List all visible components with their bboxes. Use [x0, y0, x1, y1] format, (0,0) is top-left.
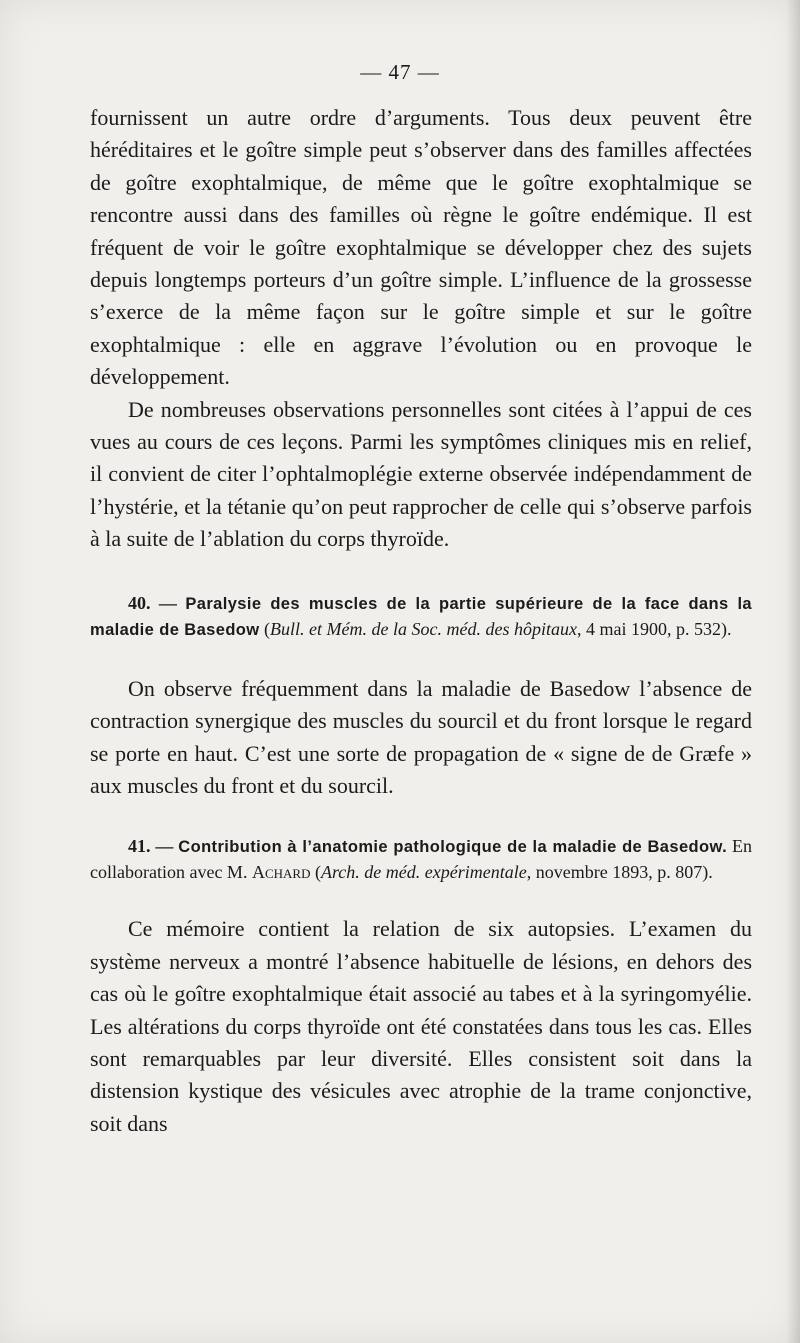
- entry-41-reference-details: , novembre 1893, p. 807).: [526, 862, 713, 883]
- entry-40-reference: Bull. et Mém. de la Soc. méd. des hôpitaux: [270, 618, 577, 639]
- page-edge-shadow: [786, 0, 800, 1343]
- entry-40-reference-details: , 4 mai 1900, p. 532).: [576, 618, 732, 639]
- bibliography-entry-40: [90, 591, 752, 643]
- entry-41-collaboration: En collaboration avec M.: [90, 836, 752, 883]
- bibliography-entry-41: [90, 834, 752, 885]
- entry-40-title: Paralysie des muscles de la partie supérieure de la face dans la maladie de Basedow: [90, 594, 753, 639]
- paragraph-entry-40-summary: On observe fréquemment dans la maladie de Basedow l’absence de contraction synergique des muscles du sourcil et du front lorsque le regard se porte en haut. C’est une sorte de propagation de « signe de de Græfe » aux muscles du front et du sourcil.: [90, 675, 752, 798]
- paragraph-observations: De nombreuses observations personnelles sont citées à l’appui de ces vues au cours de ces leçons. Parmi les symptômes cliniques mis en relief, il convient de citer l’ophtalmoplégie externe observée indépendamment de l’hystérie, et la tétanie qu’on peut rapprocher de celle qui s’observe parfois à la suite de l’ablation du corps thyroïde.: [90, 396, 752, 552]
- paragraph-entry-41-summary: Ce mémoire contient la relation de six autopsies. L’examen du système nerveux a montré l’absence habituelle de lésions, en dehors des cas où le goître exophtalmique était associé au tabes et à la syringomyélie. Les altérations du corps thyroïde ont été constatées dans tous les cas. Elles sont remarquables par leur diversité. Elles consistent soit dans la distension kystique des vésicules avec atrophie de la trame conjonctive, soit dans: [90, 916, 752, 1136]
- paragraph-continuation: fournissent un autre ordre d’arguments. Tous deux peuvent être héréditaires et le goître simple peut s’observer dans des familles affectées de goître exophtalmique, de même que le goître exophtalmique se rencontre aussi dans des familles où règne le goître endémique. Il est fréquent de voir le goître exophtalmique se développer chez des sujets depuis longtemps porteurs d’un goître simple. L’influence de la grossesse s’exerce de la même façon sur le goître simple et sur le goître exophtalmique : elle en aggrave l’évolution ou en provoque le développement.: [90, 105, 752, 390]
- entry-41-reference: Arch. de méd. expérimentale: [320, 862, 527, 883]
- page-content: [90, 102, 752, 1140]
- entry-41-number: 41. —: [128, 836, 179, 857]
- entry-41-open-paren: (: [310, 862, 321, 883]
- entry-40-number: 40. —: [128, 592, 186, 613]
- entry-40-open-paren: (: [259, 618, 271, 639]
- entry-41-title: Contribution à l’anatomie pathologique de la maladie de Basedow.: [178, 838, 728, 857]
- entry-41-coauthor: Achard: [251, 862, 311, 883]
- page-number: — 47 —: [360, 60, 440, 84]
